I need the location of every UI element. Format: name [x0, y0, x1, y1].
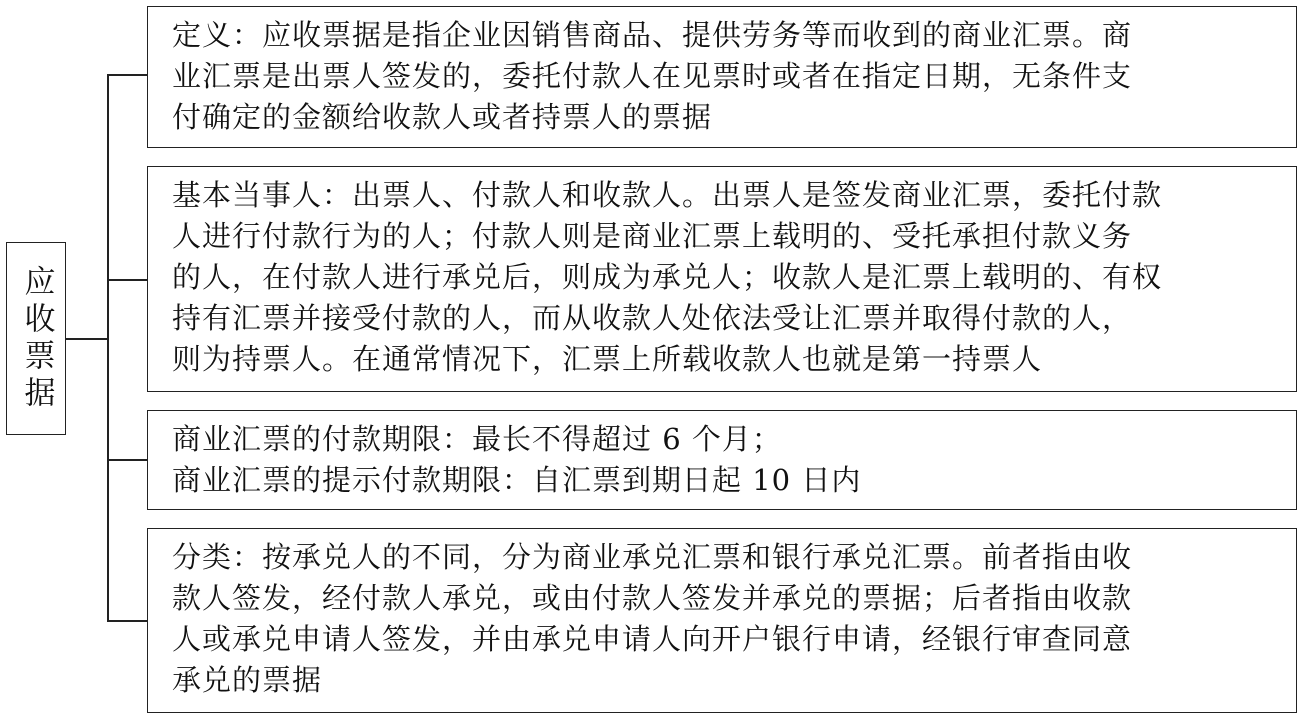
branch-payment-term: [147, 410, 1297, 510]
branch-parties-text: 基本当事人：出票人、付款人和收款人。出票人是签发商业汇票，委托付款 人进行付款行为的人；付款人则是商业汇票上载明的、受托承担付款义务 的人，在付款人进行承兑后，则成为承兑人；收款人是汇票上载明的、有权 持有汇票并接受付款的人，而从收款人处依法受让汇票并取得付款的人， 则为持票人。在通常情况下，汇票上所载收款人也就是第一持票人: [172, 178, 1163, 376]
branch-classification: [147, 528, 1297, 713]
branch-definition: [147, 6, 1297, 148]
branch-payment-term-text: 商业汇票的付款期限：最长不得超过 6 个月； 商业汇票的提示付款期限：自汇票到期日起 10 日内: [172, 422, 862, 497]
root-node: [6, 242, 66, 435]
branch-classification-text: 分类：按承兑人的不同，分为商业承兑汇票和银行承兑汇票。前者指由收 款人签发，经付款人承兑，或由付款人签发并承兑的票据；后者指由收款 人或承兑申请人签发，并由承兑申请人向开户银行申请，经银行审查同意 承兑的票据: [172, 540, 1133, 697]
branch-parties: [147, 166, 1297, 392]
branch-connector-3: [107, 459, 147, 461]
branch-definition-text: 定义：应收票据是指企业因销售商品、提供劳务等而收到的商业汇票。商 业汇票是出票人签发的，委托付款人在见票时或者在指定日期，无条件支 付确定的金额给收款人或者持票人的票据: [172, 18, 1133, 134]
branch-connector-2: [107, 279, 147, 281]
root-connector: [66, 338, 108, 340]
trunk-line: [107, 74, 109, 621]
root-label: 应收票据: [18, 264, 55, 413]
branch-connector-4: [107, 620, 147, 622]
branch-connector-1: [107, 74, 147, 76]
